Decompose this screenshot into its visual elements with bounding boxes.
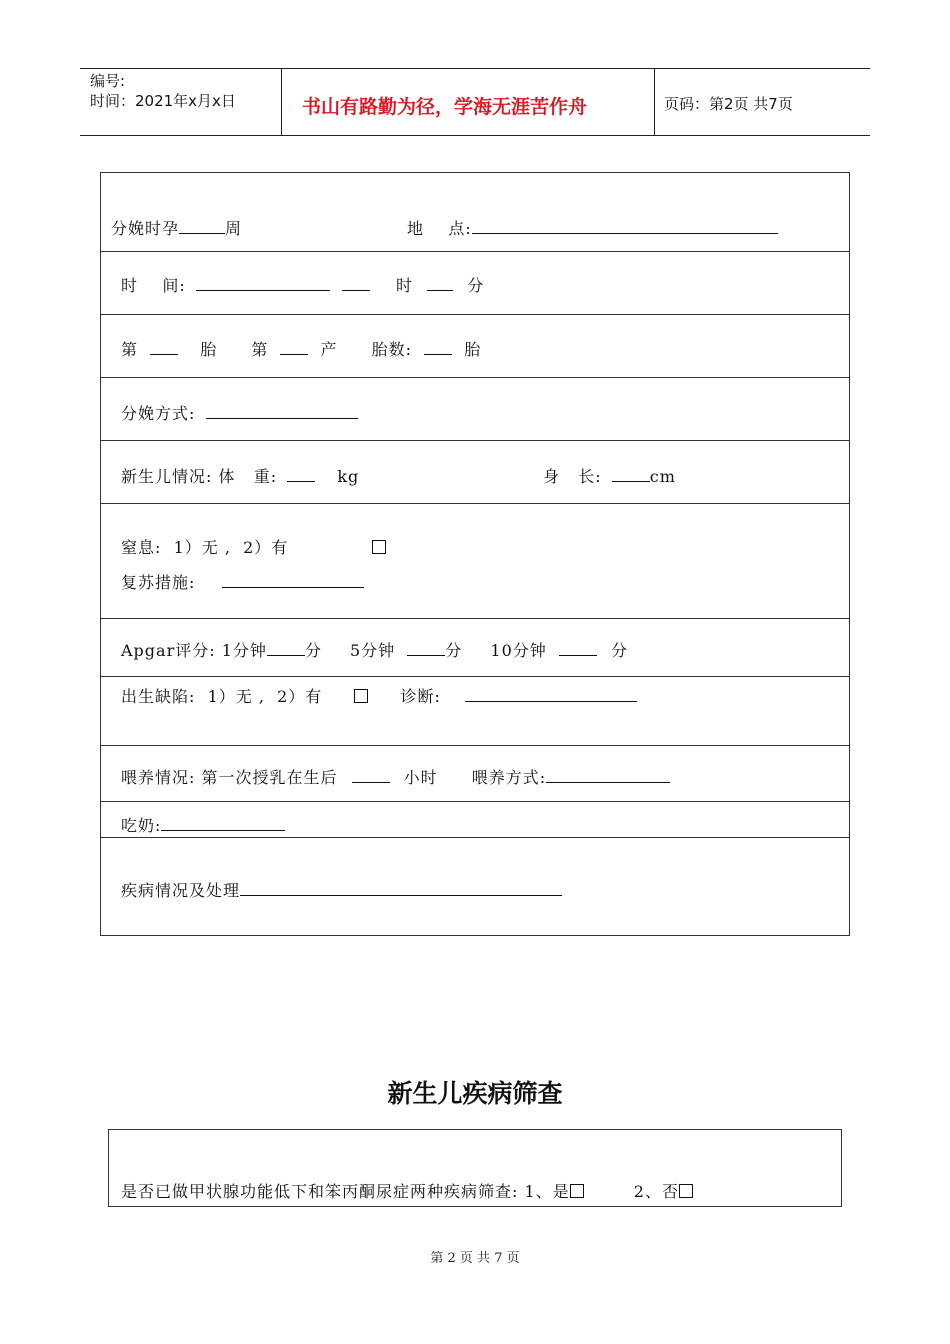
delivery-week-field[interactable] (111, 216, 242, 239)
delivery-week-unit: 周 (225, 219, 243, 238)
milk-field[interactable] (121, 813, 285, 836)
length-blank[interactable] (612, 467, 650, 482)
feeding-label: 喂养情况: 第一次授乳在生后 (121, 768, 338, 787)
birth-unit: 产 (320, 340, 338, 359)
newborn-weight-field[interactable] (121, 464, 359, 487)
length-label: 身 长: (543, 467, 602, 486)
apgar-1min-blank[interactable] (267, 641, 305, 656)
newborn-length-field[interactable] (543, 464, 676, 487)
disease-field[interactable] (121, 878, 562, 901)
disease-blank[interactable] (240, 881, 562, 896)
row-divider (101, 314, 849, 315)
diagnosis-label: 诊断: (400, 687, 441, 706)
delivery-time-field[interactable] (121, 273, 484, 296)
fetus-count-blank[interactable] (424, 340, 452, 355)
apgar-10min-blank[interactable] (559, 641, 597, 656)
delivery-method-blank[interactable] (206, 404, 358, 419)
feeding-hour-unit: 小时 (403, 768, 438, 787)
screening-title: 新生儿疾病筛查 (387, 1079, 563, 1108)
header-page-label: 页码：第2页 共7页 (664, 95, 793, 113)
screening-question: 是否已做甲状腺功能低下和笨丙酮尿症两种疾病筛查: 1、是 (121, 1182, 570, 1201)
fetus-order-blank[interactable] (150, 340, 178, 355)
apgar-unit-5: 分 (445, 641, 463, 660)
weight-blank[interactable] (287, 467, 315, 482)
screening-question-field[interactable] (121, 1179, 693, 1202)
header-top-rule (80, 68, 870, 69)
asphyxia-label: 窒息: 1）无 , 2）有 (121, 538, 289, 557)
feeding-method-label: 喂养方式: (471, 768, 547, 787)
screening-no-checkbox[interactable] (679, 1184, 693, 1198)
row-divider (101, 503, 849, 504)
weight-unit: kg (337, 467, 360, 486)
row-divider (101, 837, 849, 838)
row-divider (101, 676, 849, 677)
minute-label: 分 (467, 276, 485, 295)
location-label: 地 点: (407, 219, 472, 238)
header-number-label: 编号: (90, 72, 126, 90)
screening-table (108, 1129, 842, 1207)
birth-order-field[interactable] (121, 337, 481, 360)
row-divider (101, 440, 849, 441)
hour-label: 时 (396, 276, 414, 295)
header-time-label: 时间：2021年x月x日 (90, 92, 236, 110)
time-blank-2[interactable] (342, 276, 370, 291)
apgar-5min-label: 5分钟 (350, 641, 396, 660)
header-motto: 书山有路勤为径，学海无涯苦作舟 (302, 96, 588, 118)
header-divider-left (281, 68, 282, 136)
asphyxia-checkbox[interactable] (372, 540, 386, 554)
apgar-unit-10: 分 (610, 641, 628, 660)
row-divider (101, 251, 849, 252)
time-date-blank[interactable] (196, 276, 330, 291)
newborn-label: 新生儿情况: 体 重: (121, 467, 278, 486)
birth-prefix: 第 (251, 340, 269, 359)
delivery-method-label: 分娩方式: (121, 404, 196, 423)
location-blank[interactable] (472, 219, 778, 234)
milk-blank[interactable] (161, 816, 285, 831)
row-divider (101, 745, 849, 746)
hour-blank[interactable] (427, 276, 453, 291)
screening-no-label: 2、否 (633, 1182, 679, 1201)
birth-defect-field[interactable] (121, 684, 637, 707)
length-unit: cm (649, 467, 676, 486)
defect-label: 出生缺陷: 1）无 , 2）有 (121, 687, 323, 706)
resuscitation-field[interactable] (121, 570, 364, 593)
disease-label: 疾病情况及处理 (121, 881, 241, 900)
defect-checkbox[interactable] (354, 689, 368, 703)
birth-record-table (100, 172, 850, 936)
row-divider (101, 801, 849, 802)
birth-order-blank[interactable] (280, 340, 308, 355)
apgar-label: Apgar评分: 1分钟 (121, 641, 267, 660)
location-field[interactable] (407, 216, 778, 239)
time-label: 时 间: (121, 276, 186, 295)
apgar-10min-label: 10分钟 (490, 641, 547, 660)
page-footer: 第 2 页 共 7 页 (430, 1251, 520, 1266)
header-divider-right (654, 68, 655, 136)
milk-label: 吃奶: (121, 816, 162, 835)
delivery-method-field[interactable] (121, 401, 358, 424)
apgar-unit-1: 分 (304, 641, 322, 660)
feeding-hour-blank[interactable] (352, 768, 390, 783)
fetus-count-unit: 胎 (464, 340, 482, 359)
asphyxia-field[interactable] (121, 535, 386, 558)
feeding-field[interactable] (121, 765, 670, 788)
resuscitation-label: 复苏措施: (121, 573, 196, 592)
header-bottom-rule (80, 135, 870, 136)
resuscitation-blank[interactable] (222, 573, 364, 588)
feeding-method-blank[interactable] (546, 768, 670, 783)
fetus-prefix: 第 (121, 340, 139, 359)
row-divider (101, 618, 849, 619)
fetus-count-label: 胎数: (371, 340, 413, 359)
fetus-unit: 胎 (200, 340, 218, 359)
delivery-week-label: 分娩时孕 (111, 219, 180, 238)
screening-yes-checkbox[interactable] (570, 1184, 584, 1198)
delivery-week-blank[interactable] (179, 219, 225, 234)
diagnosis-blank[interactable] (465, 687, 637, 702)
apgar-5min-blank[interactable] (407, 641, 445, 656)
apgar-field[interactable] (121, 638, 628, 661)
row-divider (101, 377, 849, 378)
